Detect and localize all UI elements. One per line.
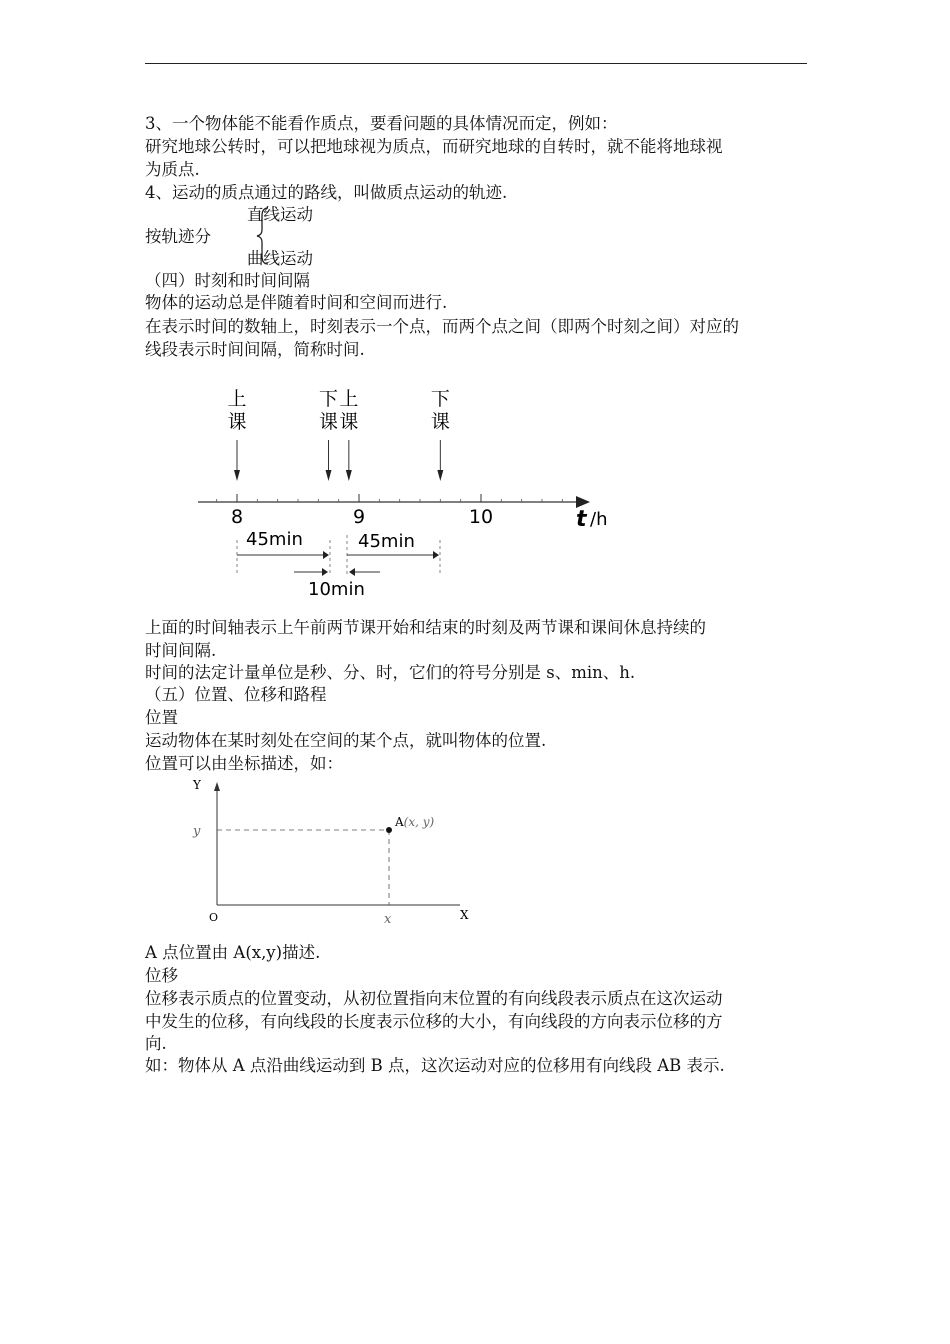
event-1-arrow-icon [326,470,332,481]
paragraph-displacement-line1: 位移表示质点的位置变动，从初位置指向末位置的有向线段表示质点在这次运动 [145,989,723,1008]
event-3-bottom-label: 课 [430,411,450,433]
event-3-arrow-icon [437,470,443,481]
span-10min-label: 10min [308,579,365,600]
coordinate-figure [185,775,485,930]
paragraph-time-units: 时间的法定计量单位是秒、分、时，它们的符号分别是 s、min、h. [145,663,636,682]
paragraph-earth-example-line2: 为质点. [145,160,200,179]
paragraph-position-coordinates: 位置可以由坐标描述，如： [145,754,343,773]
paragraph-position-definition: 运动物体在某时刻处在空间的某个点，就叫物体的位置. [145,731,547,750]
paragraph-trajectory: 4、运动的质点通过的路线，叫做质点运动的轨迹. [145,183,508,202]
event-2-top-label: 上 [339,388,359,410]
time-axis-unit: /h [590,509,608,530]
classification-item-straight: 直线运动 [247,205,313,224]
event-0-top-label: 上 [227,388,247,410]
section-heading-time: （四）时刻和时间间隔 [145,271,310,290]
tick-label-10: 10 [468,506,494,528]
brace-icon [254,206,274,266]
classification-label: 按轨迹分 [145,227,211,246]
tick-label-8: 8 [230,506,244,528]
span-45min-first-label: 45min [246,529,303,550]
header-rule [145,63,807,64]
point-a [386,827,392,833]
y-axis-label: Y [193,778,201,792]
event-1-bottom-label: 课 [318,411,339,433]
span-45min-second-label: 45min [358,531,415,552]
tick-label-9: 9 [352,506,366,528]
paragraph-point-mass-condition: 3、一个物体能不能看作质点，要看问题的具体情况而定，例如： [145,114,618,133]
paragraph-timeline-explain-line2: 时间间隔. [145,641,217,660]
y-axis-arrow-icon [214,782,220,791]
paragraph-time-axis-line2: 线段表示时间间隔，简称时间. [145,340,365,359]
paragraph-time-axis-line1: 在表示时间的数轴上，时刻表示一个点，而两个点之间（即两个时刻之间）对应的 [145,317,739,336]
event-2-arrow-icon [346,470,352,481]
subheading-displacement: 位移 [145,966,178,985]
x-axis-label: X [460,908,469,922]
event-3-top-label: 下 [430,388,450,410]
paragraph-motion-time-space: 物体的运动总是伴随着时间和空间而进行. [145,293,448,312]
paragraph-point-a-described: A 点位置由 A(x,y)描述. [145,943,321,962]
classification-item-curve: 曲线运动 [247,249,313,268]
paragraph-displacement-line2: 中发生的位移，有向线段的长度表示位移的大小，有向线段的方向表示位移的方 [145,1012,723,1031]
y-tick-label: y [193,824,201,839]
timeline-figure [190,380,630,605]
paragraph-displacement-example: 如：物体从 A 点沿曲线运动到 B 点，这次运动对应的位移用有向线段 AB 表示. [145,1056,725,1075]
paragraph-timeline-explain-line1: 上面的时间轴表示上午前两节课开始和结束的时刻及两节课和课间休息持续的 [145,618,706,637]
paragraph-earth-example-line1: 研究地球公转时，可以把地球视为质点，而研究地球的自转时，就不能将地球视 [145,137,723,156]
paragraph-displacement-line3: 向. [145,1034,167,1053]
x-tick-label: x [384,912,392,927]
section-heading-position: （五）位置、位移和路程 [145,685,327,704]
event-0-arrow-icon [234,470,240,481]
event-2-bottom-label: 课 [339,411,359,433]
origin-label: O [209,911,219,924]
subheading-position: 位置 [145,708,178,727]
time-axis-label: t [576,507,587,532]
event-0-bottom-label: 课 [227,411,247,433]
event-1-top-label: 下 [318,388,339,410]
point-a-label: A(x, y) [395,815,435,829]
